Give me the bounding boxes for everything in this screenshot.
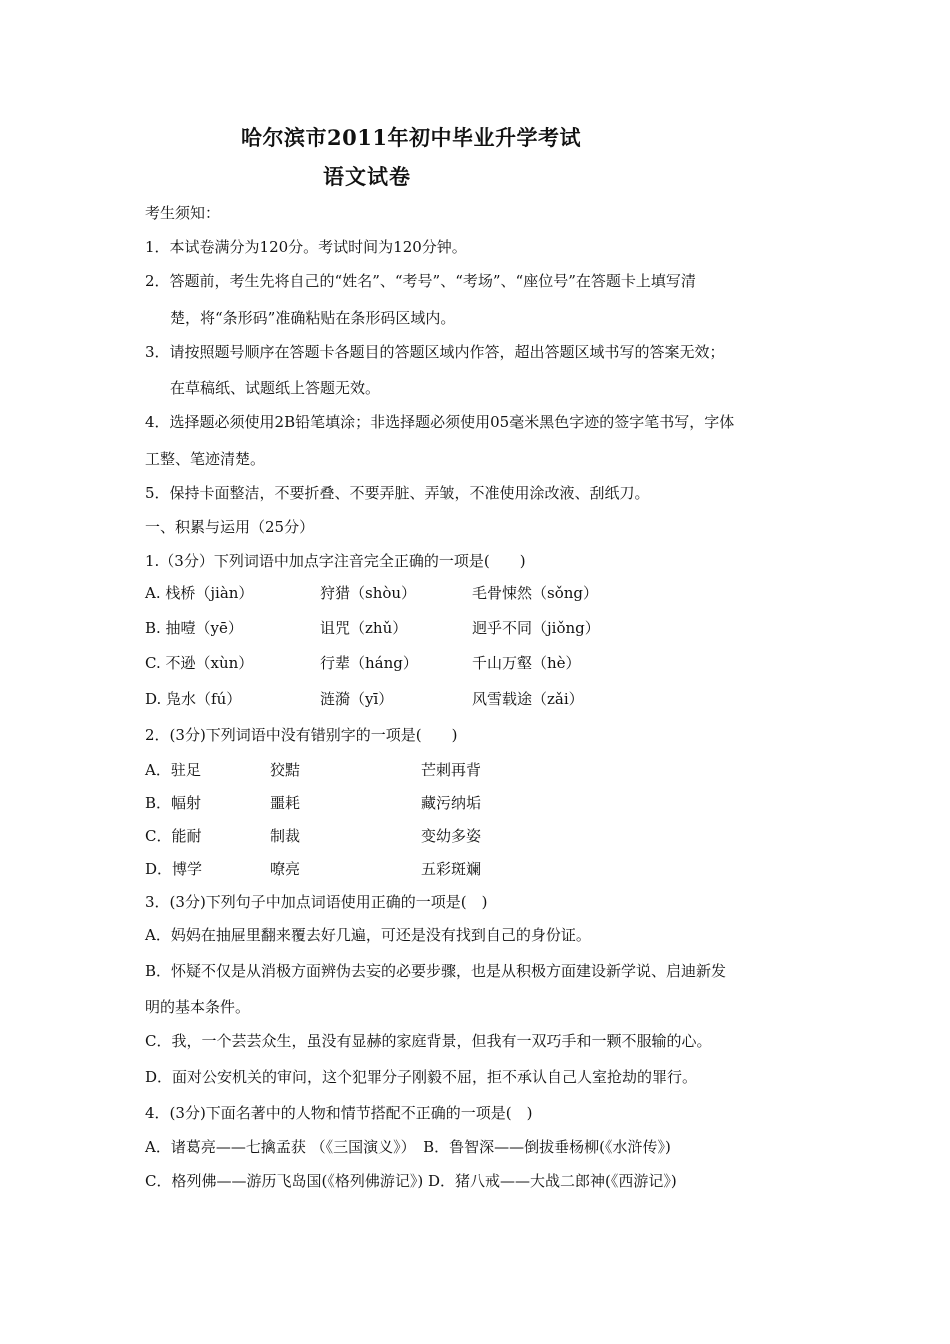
option-cell: D. 凫水（fú） bbox=[145, 690, 242, 708]
notice-item: 2．答题前，考生先将自己的“姓名”、“考号”、“考场”、“座位号”在答题卡上填写清 bbox=[145, 272, 696, 290]
notice-item: 在草稿纸、试题纸上答题无效。 bbox=[170, 379, 381, 397]
option-cell: 制裁 bbox=[270, 827, 301, 845]
option-cell: 风雪载途（zǎi） bbox=[472, 690, 584, 708]
notice-item: 4．选择题必须使用2B铅笔填涂；非选择题必须使用05毫米黑色字迹的签字笔书写，字体 bbox=[145, 413, 735, 431]
notice-item: 5．保持卡面整洁，不要折叠、不要弄脏、弄皱，不准使用涂改液、刮纸刀。 bbox=[145, 484, 650, 502]
notice-item: 楚，将“条形码”准确粘贴在条形码区域内。 bbox=[170, 309, 456, 327]
option-cell: 芒刺再背 bbox=[421, 761, 482, 779]
question-stem: 1.（3分）下列词语中加点字注音完全正确的一项是( ) bbox=[145, 552, 526, 570]
notice-item: 3．请按照题号顺序在答题卡各题目的答题区域内作答，超出答题区域书写的答案无效； bbox=[145, 343, 725, 361]
exam-title: 哈尔滨市2011年初中毕业升学考试 bbox=[241, 125, 581, 150]
option-cell: B．幅射 bbox=[145, 794, 202, 812]
option-line: C．格列佛——游历飞岛国(《格列佛游记》) D．猪八戒——大战二郎神(《西游记》) bbox=[145, 1172, 677, 1190]
option-cell: 噩耗 bbox=[270, 794, 301, 812]
option-cell: C．能耐 bbox=[145, 827, 202, 845]
option-cell: 涟漪（yī） bbox=[320, 690, 394, 708]
question-stem: 3．(3分)下列句子中加点词语使用正确的一项是( ) bbox=[145, 893, 488, 911]
option-line: B．怀疑不仅是从消极方面辨伪去妄的必要步骤，也是从积极方面建设新学说、启迪新发 bbox=[145, 962, 727, 980]
question-stem: 2．(3分)下列词语中没有错别字的一项是( ) bbox=[145, 726, 458, 744]
option-line: C．我，一个芸芸众生，虽没有显赫的家庭背景，但我有一双巧手和一颗不服输的心。 bbox=[145, 1032, 712, 1050]
option-line: D．面对公安机关的审问，这个犯罪分子刚毅不屈，拒不承认自己人室抢劫的罪行。 bbox=[145, 1068, 698, 1086]
option-cell: 迥乎不同（jiǒng） bbox=[472, 619, 600, 637]
question-stem: 4．(3分)下面名著中的人物和情节搭配不正确的一项是( ) bbox=[145, 1104, 533, 1122]
option-cell: 狩猎（shòu） bbox=[320, 584, 417, 602]
option-cell: B. 抽噎（yē） bbox=[145, 619, 243, 637]
option-line: 明的基本条件。 bbox=[145, 998, 251, 1016]
option-cell: A．驻足 bbox=[145, 761, 201, 779]
option-cell: 行辈（háng） bbox=[320, 654, 418, 672]
option-cell: 变幼多姿 bbox=[421, 827, 482, 845]
option-cell: 五彩斑斓 bbox=[421, 860, 482, 878]
section-heading: 一、积累与运用（25分） bbox=[145, 518, 315, 536]
notice-heading: 考生须知： bbox=[145, 204, 221, 222]
exam-subtitle: 语文试卷 bbox=[323, 164, 411, 189]
option-line: A．诸葛亮——七擒孟获 （《三国演义》） B．鲁智深——倒拔垂杨柳(《水浒传》) bbox=[145, 1138, 671, 1156]
option-cell: A. 栈桥（jiàn） bbox=[145, 584, 254, 602]
option-cell: C. 不逊（xùn） bbox=[145, 654, 254, 672]
option-line: A．妈妈在抽屉里翻来覆去好几遍，可还是没有找到自己的身份证。 bbox=[145, 926, 591, 944]
notice-item: 1．本试卷满分为120分。考试时间为120分钟。 bbox=[145, 238, 467, 256]
option-cell: 嘹亮 bbox=[270, 860, 301, 878]
option-cell: D．博学 bbox=[145, 860, 203, 878]
option-cell: 毛骨悚然（sǒng） bbox=[472, 584, 598, 602]
option-cell: 狡黠 bbox=[270, 761, 301, 779]
option-cell: 诅咒（zhǔ） bbox=[320, 619, 408, 637]
option-cell: 千山万壑（hè） bbox=[472, 654, 581, 672]
option-cell: 藏污纳垢 bbox=[421, 794, 482, 812]
notice-item: 工整、笔迹清楚。 bbox=[145, 450, 266, 468]
